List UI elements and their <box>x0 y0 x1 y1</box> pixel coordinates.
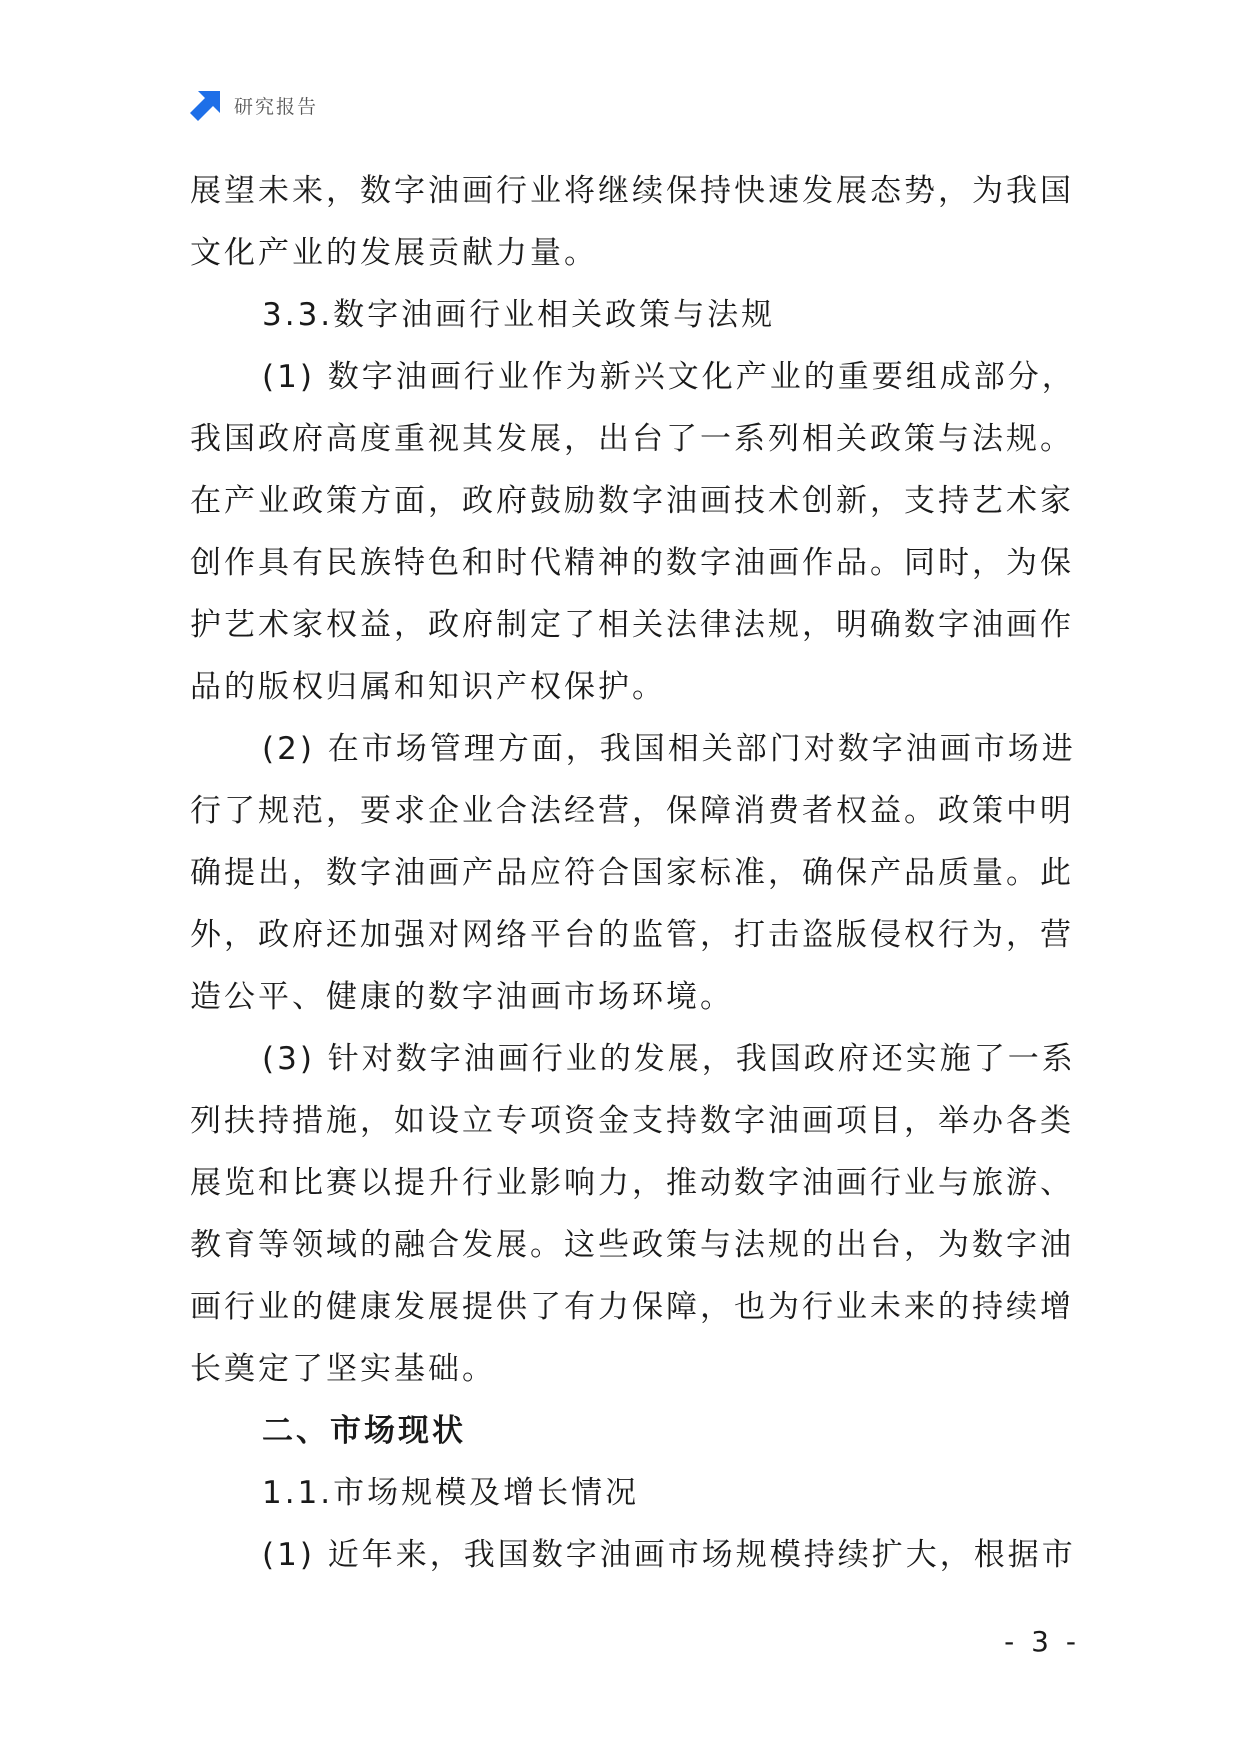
paragraph-line: (1) 数字油画行业作为新兴文化产业的重要组成部分， <box>262 359 1076 395</box>
chapter-heading: 二、市场现状 <box>262 1413 466 1449</box>
paragraph-line: 我国政府高度重视其发展，出台了一系列相关政策与法规。 <box>190 421 1074 457</box>
paragraph-line: 造公平、健康的数字油画市场环境。 <box>190 979 734 1015</box>
page-number: - 3 - <box>1004 1625 1080 1658</box>
paragraph-line: 展览和比赛以提升行业影响力，推动数字油画行业与旅游、 <box>190 1165 1074 1201</box>
paragraph-line: 列扶持措施，如设立专项资金支持数字油画项目，举办各类 <box>190 1103 1074 1139</box>
arrow-up-right-icon <box>190 89 222 121</box>
paragraph-line: 展望未来，数字油画行业将继续保持快速发展态势，为我国 <box>190 173 1074 209</box>
paragraph-line: 教育等领域的融合发展。这些政策与法规的出台，为数字油 <box>190 1227 1074 1263</box>
paragraph-line: 长奠定了坚实基础。 <box>190 1351 496 1387</box>
paragraph-line: 护艺术家权益，政府制定了相关法律法规，明确数字油画作 <box>190 607 1074 643</box>
paragraph-line: 文化产业的发展贡献力量。 <box>190 235 598 271</box>
paragraph-line: (2) 在市场管理方面，我国相关部门对数字油画市场进 <box>262 731 1076 767</box>
paragraph-line: (1) 近年来，我国数字油画市场规模持续扩大，根据市 <box>262 1537 1076 1573</box>
paragraph-line: 确提出，数字油画产品应符合国家标准，确保产品质量。此 <box>190 855 1074 891</box>
paragraph-line: 在产业政策方面，政府鼓励数字油画技术创新，支持艺术家 <box>190 483 1074 519</box>
page-header <box>190 88 318 122</box>
document-body <box>190 160 1076 1586</box>
paragraph-line: 品的版权归属和知识产权保护。 <box>190 669 666 705</box>
paragraph-line: 行了规范，要求企业合法经营，保障消费者权益。政策中明 <box>190 793 1074 829</box>
paragraph-line: 外，政府还加强对网络平台的监管，打击盗版侵权行为，营 <box>190 917 1074 953</box>
paragraph-line: (3) 针对数字油画行业的发展，我国政府还实施了一系 <box>262 1041 1076 1077</box>
paragraph-line: 画行业的健康发展提供了有力保障，也为行业未来的持续增 <box>190 1289 1074 1325</box>
paragraph-line: 创作具有民族特色和时代精神的数字油画作品。同时，为保 <box>190 545 1074 581</box>
section-heading: 3.3.数字油画行业相关政策与法规 <box>262 297 776 333</box>
header-title: 研究报告 <box>234 95 319 118</box>
section-heading: 1.1.市场规模及增长情况 <box>262 1475 640 1511</box>
